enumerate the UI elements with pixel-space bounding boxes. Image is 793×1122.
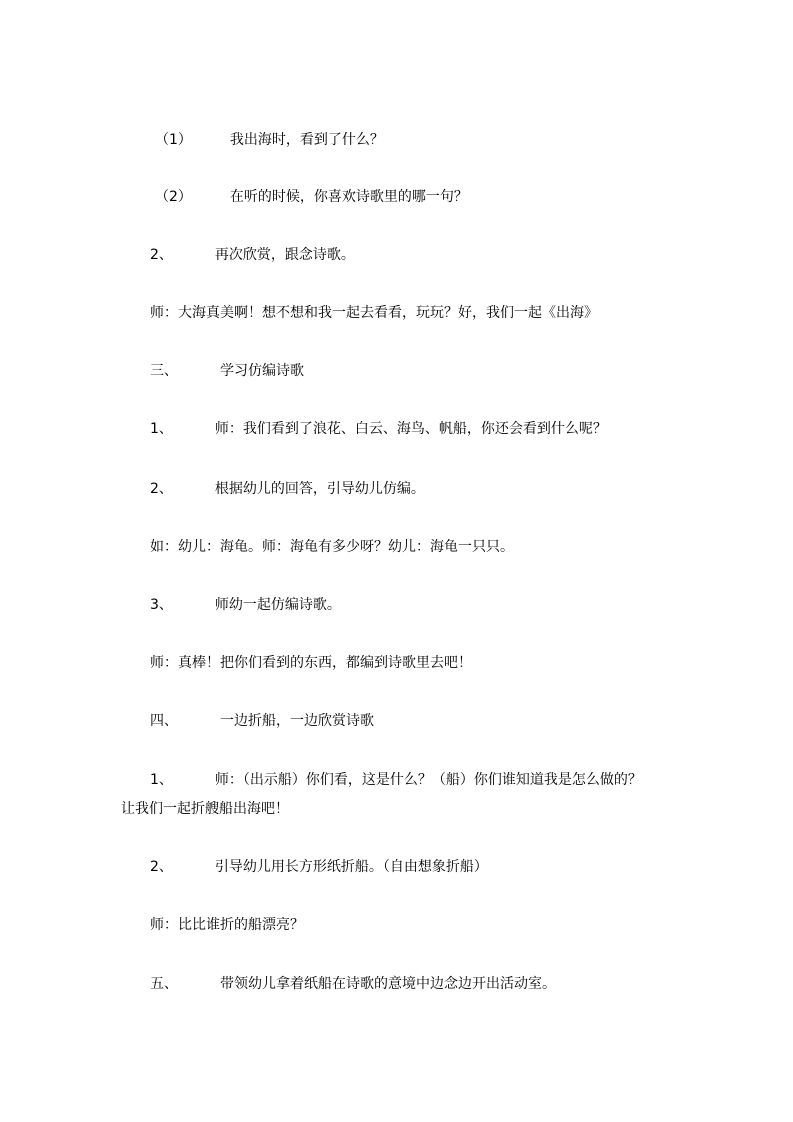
step-item — [150, 770, 642, 790]
item-text: 师：（出示船）你们看，这是什么？（船）你们谁知道我是怎么做的？ — [214, 772, 642, 788]
teacher-speech — [150, 915, 304, 935]
section-title: 一边折船，一边欣赏诗歌 — [220, 713, 374, 729]
item-text: 引导幼儿用长方形纸折船。（自由想象折船） — [214, 859, 488, 875]
item-number: 2、 — [150, 247, 173, 263]
section-title: 学习仿编诗歌 — [220, 363, 304, 379]
section-title: 带领幼儿拿着纸船在诗歌的意境中边念边开出活动室。 — [220, 976, 556, 992]
item-text: 我出海时，看到了什么？ — [229, 132, 384, 148]
item-text: 师幼一起仿编诗歌。 — [214, 597, 341, 613]
item-text: 再次欣赏，跟念诗歌。 — [214, 247, 355, 263]
paragraph-text: 如：幼儿：海龟。师：海龟有多少呀？幼儿：海龟一只只。 — [150, 539, 514, 555]
question-item-1 — [155, 130, 384, 150]
teacher-speech — [150, 653, 472, 673]
paragraph-text: 让我们一起折艘船出海吧！ — [121, 801, 289, 817]
section-number: 五、 — [150, 976, 178, 992]
step-item — [150, 245, 355, 265]
paragraph-text: 师：真棒！把你们看到的东西，都编到诗歌里去吧！ — [150, 655, 472, 671]
step-item — [150, 419, 607, 439]
item-number: 3、 — [150, 597, 173, 613]
step-item — [150, 595, 341, 615]
section-number: 三、 — [150, 363, 178, 379]
step-item — [150, 857, 488, 877]
item-number: （1） — [155, 132, 192, 148]
continuation-line — [121, 799, 289, 819]
section-number: 四、 — [150, 713, 178, 729]
item-number: 2、 — [150, 481, 173, 497]
paragraph-text: 师：比比谁折的船漂亮？ — [150, 917, 304, 933]
step-item — [150, 479, 425, 499]
example-text — [150, 537, 514, 557]
question-item-2 — [155, 187, 468, 207]
paragraph-text: 师：大海真美啊！想不想和我一起去看看，玩玩？好，我们一起《出海》 — [150, 305, 598, 321]
item-text: 根据幼儿的回答，引导幼儿仿编。 — [214, 481, 425, 497]
section-heading — [150, 974, 556, 994]
teacher-speech — [150, 303, 598, 323]
item-text: 在听的时候，你喜欢诗歌里的哪一句？ — [229, 189, 468, 205]
section-heading — [150, 711, 374, 731]
section-heading — [150, 361, 304, 381]
item-number: 1、 — [150, 772, 173, 788]
item-number: 1、 — [150, 421, 173, 437]
item-number: 2、 — [150, 859, 173, 875]
item-number: （2） — [155, 189, 192, 205]
item-text: 师：我们看到了浪花、白云、海鸟、帆船，你还会看到什么呢？ — [214, 421, 607, 437]
